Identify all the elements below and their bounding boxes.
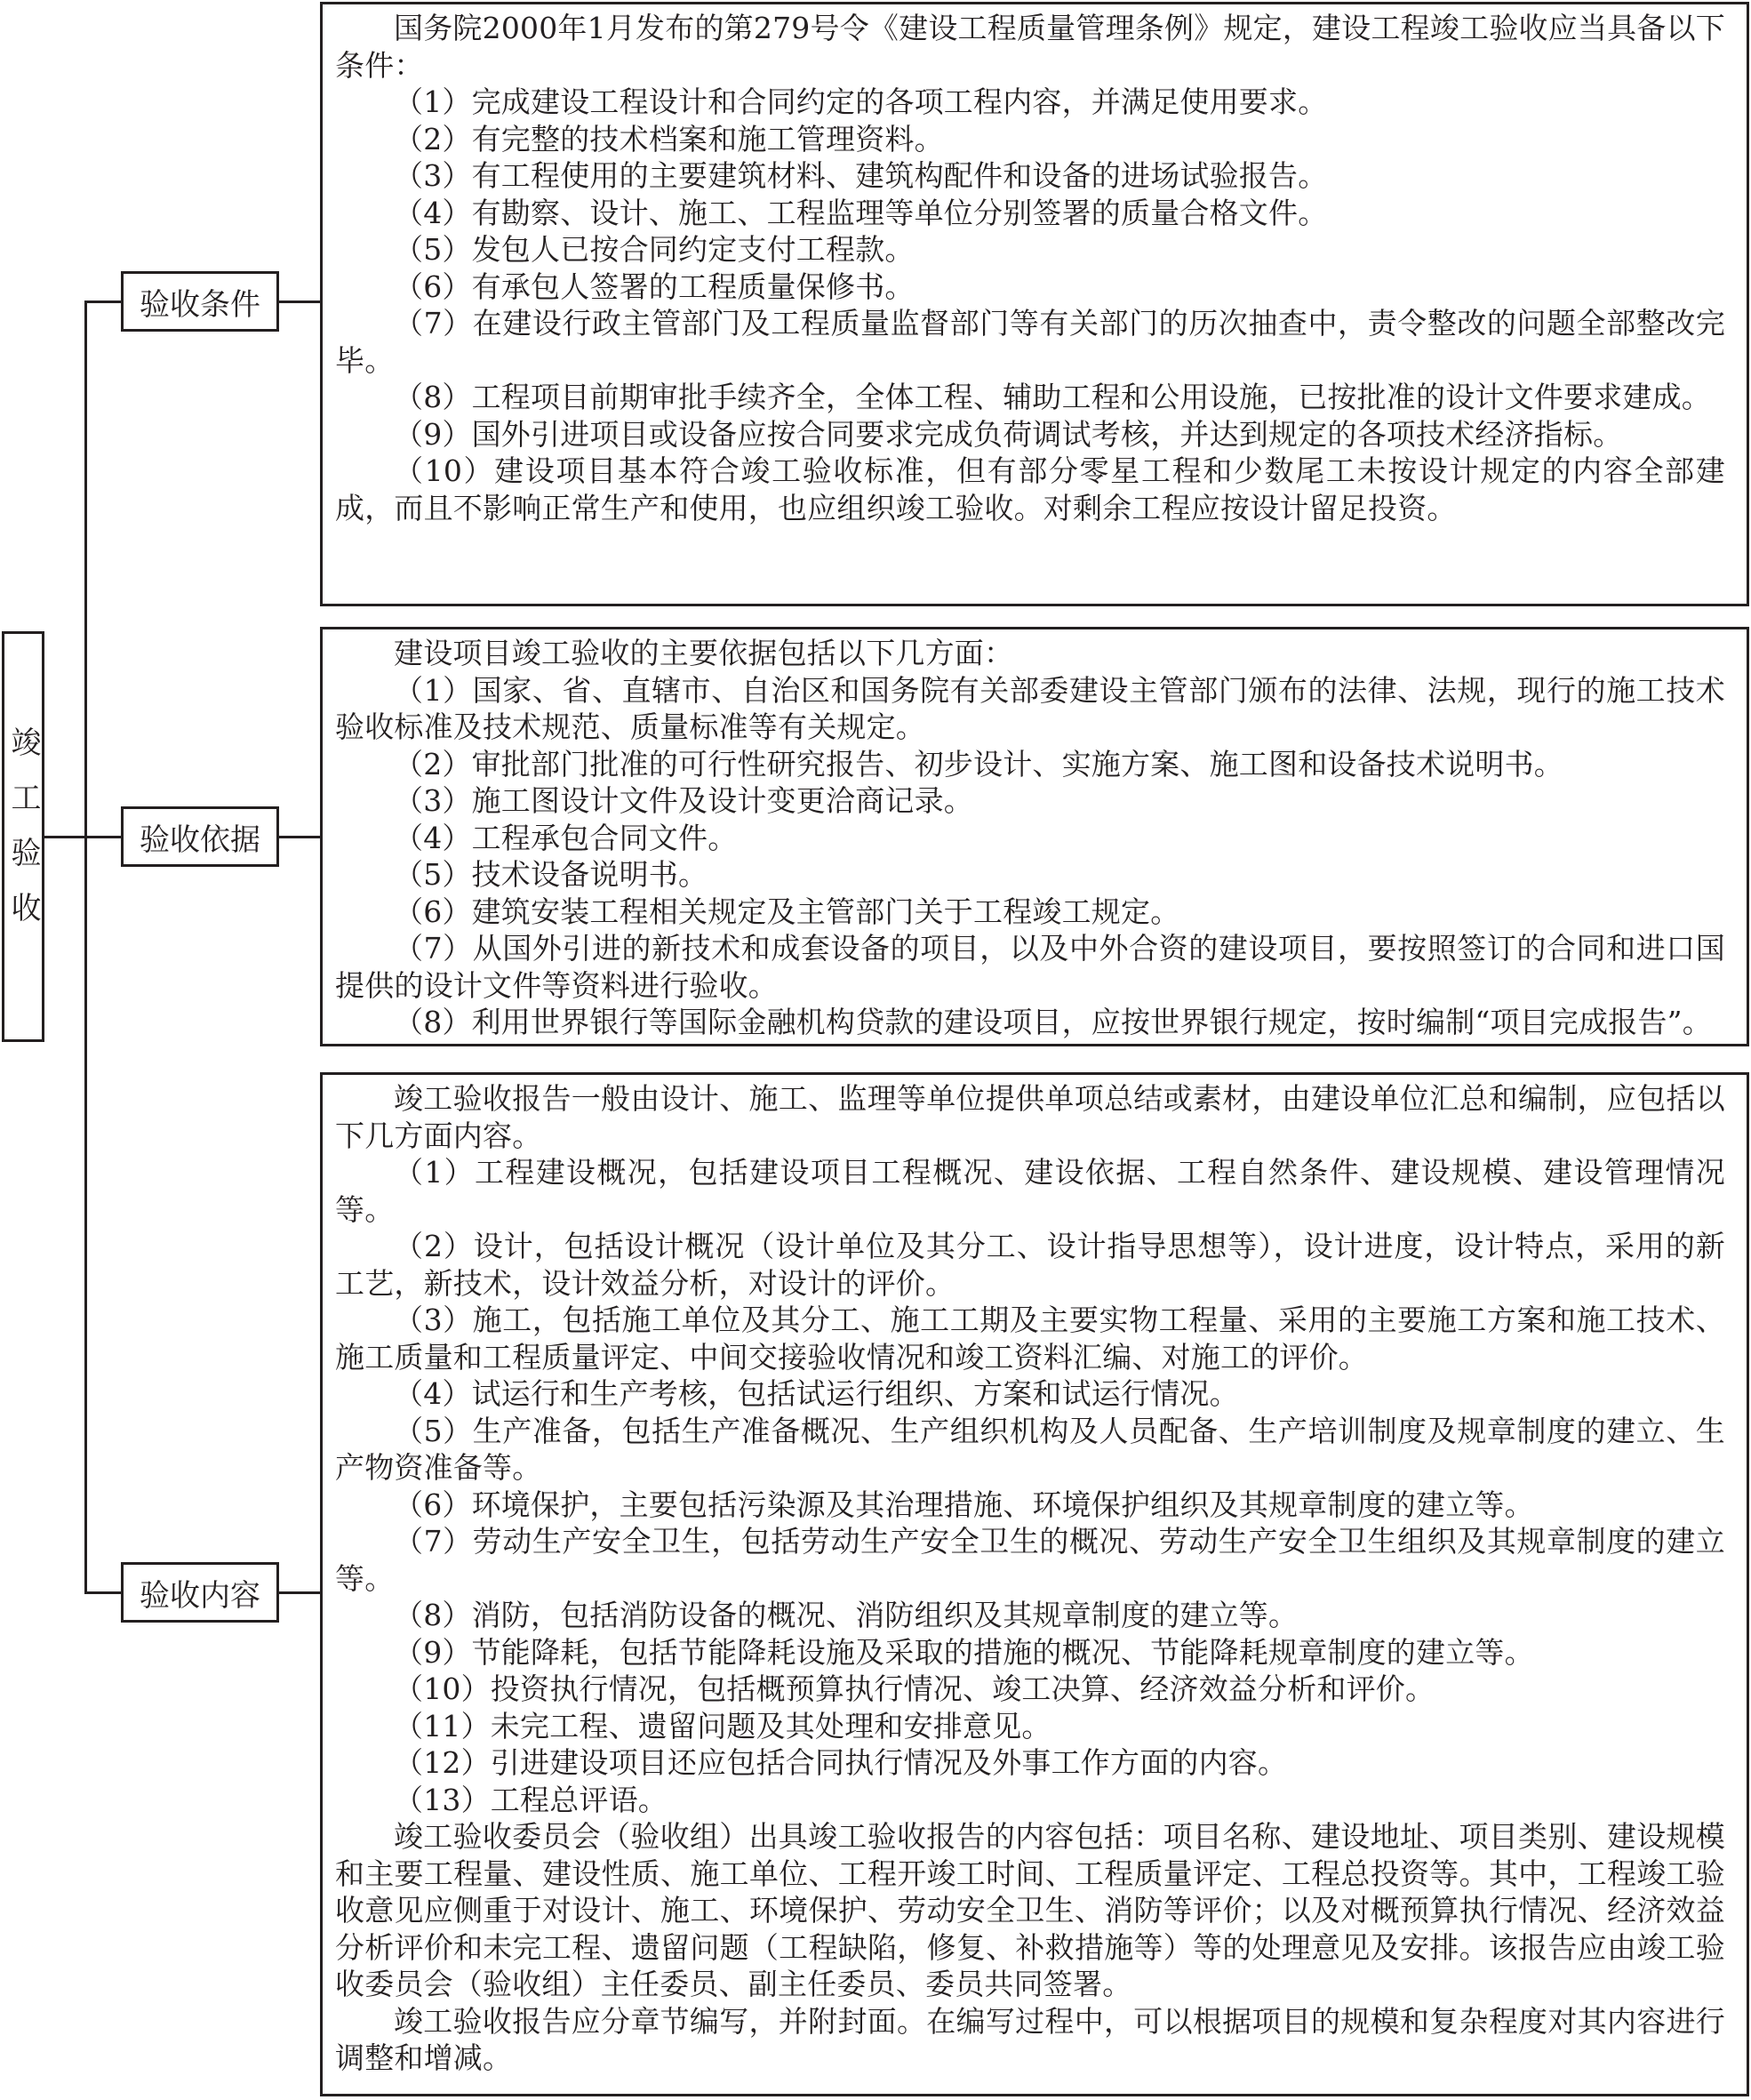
connector-box-1 bbox=[279, 301, 320, 303]
content-paragraph: （6）环境保护，主要包括污染源及其治理措施、环境保护组织及其规章制度的建立等。 bbox=[394, 1487, 1534, 1522]
content-paragraph: （8）工程项目前期审批手续齐全，全体工程、辅助工程和公用设施，已按批准的设计文件要求建成。 bbox=[394, 380, 1711, 414]
content-paragraph: 竣工验收报告应分章节编写，并附封面。在编写过程中，可以根据项目的规模和复杂程度对其内容进行调整和增减。 bbox=[335, 2003, 1725, 2075]
content-paragraph: （10）投资执行情况，包括概预算执行情况、竣工决算、经济效益分析和评价。 bbox=[394, 1671, 1435, 1706]
content-box-basis bbox=[320, 627, 1749, 1046]
content-paragraph: （11）未完工程、遗留问题及其处理和安排意见。 bbox=[394, 1708, 1051, 1743]
content-paragraph: （7）劳动生产安全卫生，包括劳动生产安全卫生的概况、劳动生产安全卫生组织及其规章制度的建立等。 bbox=[335, 1524, 1725, 1596]
content-paragraph: 建设项目竣工验收的主要依据包括以下几方面： bbox=[394, 636, 1014, 670]
content-paragraph: （4）试运行和生产考核，包括试运行组织、方案和试运行情况。 bbox=[394, 1376, 1239, 1411]
content-paragraph: （3）施工图设计文件及设计变更洽商记录。 bbox=[394, 783, 973, 818]
connector-box-2 bbox=[279, 836, 320, 838]
connector-branch-2 bbox=[84, 836, 121, 838]
content-paragraph: （5）生产准备，包括生产准备概况、生产组织机构及人员配备、生产培训制度及规章制度的建立、生产物资准备等。 bbox=[335, 1413, 1725, 1485]
content-paragraph: （4）有勘察、设计、施工、工程监理等单位分别签署的质量合格文件。 bbox=[394, 195, 1328, 230]
content-box-content bbox=[320, 1072, 1749, 2096]
content-paragraph: （2）有完整的技术档案和施工管理资料。 bbox=[394, 121, 944, 156]
content-paragraph: 竣工验收委员会（验收组）出具竣工验收报告的内容包括：项目名称、建设地址、项目类别、建设规模和主要工程量、建设性质、施工单位、工程开竣工时间、工程质量评定、工程总投资等。其中，工程竣工验收意见应侧重于对设计、施工、环境保护、劳动安全卫生、消防等评价；以及对概预算执行情况、经济效益分析评价和未完工程、遗留问题（工程缺陷，修复、补救措施等）等的处理意见及安排。该报告应由竣工验收委员会（验收组）主任委员、副主任委员、委员共同签署。 bbox=[335, 1819, 1725, 2001]
category-node-content: 验收内容 bbox=[121, 1562, 279, 1623]
content-paragraph: （10）建设项目基本符合竣工验收标准，但有部分零星工程和少数尾工未按设计规定的内容全部建成，而且不影响正常生产和使用，也应组织竣工验收。对剩余工程应按设计留足投资。 bbox=[335, 453, 1725, 525]
content-paragraph: （2）审批部门批准的可行性研究报告、初步设计、实施方案、施工图和设备技术说明书。 bbox=[394, 746, 1563, 781]
content-paragraph: 竣工验收报告一般由设计、施工、监理等单位提供单项总结或素材，由建设单位汇总和编制，应包括以下几方面内容。 bbox=[335, 1081, 1725, 1153]
content-paragraph: （9）国外引进项目或设备应按合同要求完成负荷调试考核，并达到规定的各项技术经济指标。 bbox=[394, 416, 1623, 452]
category-node-basis: 验收依据 bbox=[121, 806, 279, 867]
content-paragraph: （6）有承包人签署的工程质量保修书。 bbox=[394, 269, 915, 304]
content-paragraph: （12）引进建设项目还应包括合同执行情况及外事工作方面的内容。 bbox=[394, 1745, 1288, 1780]
content-paragraph: （8）利用世界银行等国际金融机构贷款的建设项目，应按世界银行规定，按时编制“项目完成报告”。 bbox=[394, 1005, 1712, 1039]
connector-box-3 bbox=[279, 1591, 320, 1594]
content-paragraph: （5）技术设备说明书。 bbox=[394, 857, 708, 892]
connector-branch-1 bbox=[84, 301, 121, 303]
content-paragraph: （5）发包人已按合同约定支付工程款。 bbox=[394, 232, 915, 267]
content-paragraph: （3）有工程使用的主要建筑材料、建筑构配件和设备的进场试验报告。 bbox=[394, 158, 1328, 193]
content-paragraph: （1）工程建设概况，包括建设项目工程概况、建设依据、工程自然条件、建设规模、建设管理情况等。 bbox=[335, 1155, 1725, 1227]
category-node-conditions: 验收条件 bbox=[121, 271, 279, 332]
content-paragraph: （9）节能降耗，包括节能降耗设施及采取的措施的概况、节能降耗规章制度的建立等。 bbox=[394, 1634, 1534, 1670]
content-paragraph: （7）在建设行政主管部门及工程质量监督部门等有关部门的历次抽查中，责令整改的问题全部整改完毕。 bbox=[335, 306, 1725, 378]
content-paragraph: 国务院2000年1月发布的第279号令《建设工程质量管理条例》规定，建设工程竣工验收应当具备以下条件： bbox=[335, 11, 1725, 83]
connector-branch-3 bbox=[84, 1591, 121, 1594]
root-label: 竣工验收 bbox=[5, 726, 41, 947]
content-paragraph: （7）从国外引进的新技术和成套设备的项目，以及中外合资的建设项目，要按照签订的合同和进口国提供的设计文件等资料进行验收。 bbox=[335, 931, 1725, 1003]
content-paragraph: （8）消防，包括消防设备的概况、消防组织及其规章制度的建立等。 bbox=[394, 1598, 1299, 1632]
content-box-conditions bbox=[320, 2, 1749, 606]
content-paragraph: （3）施工，包括施工单位及其分工、施工工期及主要实物工程量、采用的主要施工方案和施工技术、施工质量和工程质量评定、中间交接验收情况和竣工资料汇编、对施工的评价。 bbox=[335, 1302, 1725, 1375]
connector-spine bbox=[84, 301, 87, 1593]
root-node bbox=[2, 631, 44, 1042]
content-paragraph: （2）设计，包括设计概况（设计单位及其分工、设计指导思想等），设计进度，设计特点，采用的新工艺，新技术，设计效益分析，对设计的评价。 bbox=[335, 1229, 1725, 1301]
content-paragraph: （1）国家、省、直辖市、自治区和国务院有关部委建设主管部门颁布的法律、法规，现行的施工技术验收标准及技术规范、质量标准等有关规定。 bbox=[335, 672, 1725, 744]
content-paragraph: （13）工程总评语。 bbox=[394, 1782, 668, 1817]
content-paragraph: （1）完成建设工程设计和合同约定的各项工程内容，并满足使用要求。 bbox=[394, 84, 1328, 119]
content-paragraph: （4）工程承包合同文件。 bbox=[394, 820, 738, 855]
content-paragraph: （6）建筑安装工程相关规定及主管部门关于工程竣工规定。 bbox=[394, 894, 1180, 929]
connector-root bbox=[44, 836, 85, 838]
